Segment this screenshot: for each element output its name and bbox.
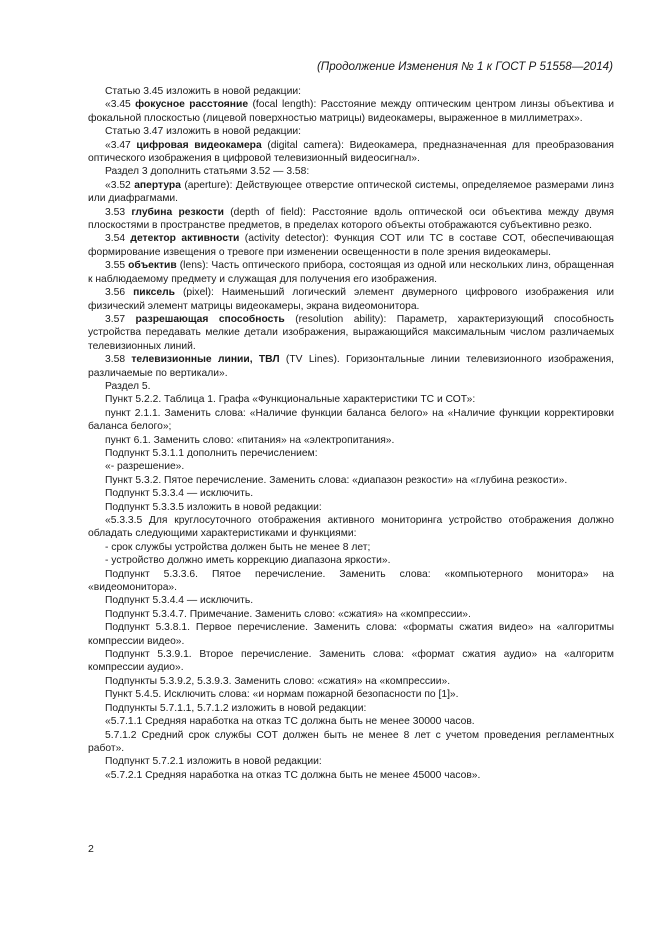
definition-text: (aperture): Действующее отверстие оптической системы, определяемое размерами линз или диафрагмами. <box>88 179 614 205</box>
term: апертура <box>134 179 181 191</box>
paragraph: Подпункт 5.3.3.4 — исключить. <box>105 488 254 500</box>
clause-number: 3.55 <box>105 260 129 272</box>
term: объектив <box>128 260 177 272</box>
clause-number: 3.53 <box>105 206 132 218</box>
definition-text: (pixel): Наименьший логический элемент двумерного цифрового изображения или физический элемент матрицы видеокамеры, экрана видеомонитора. <box>88 287 615 312</box>
paragraph: Статью 3.47 изложить в новой редакции: <box>105 126 301 138</box>
definition-paragraph <box>88 286 614 313</box>
paragraph: «5.7.1.1 Средняя наработка на отказ ТС должна быть не менее 30000 часов. <box>105 716 475 728</box>
term: цифровая видеокамера <box>136 139 262 151</box>
paragraph: пункт 2.1.1. Заменить слова: «Наличие функции баланса белого» на «Наличие функции корректировки баланса белого»; <box>88 407 614 433</box>
definition-text: (activity detector): Функция СОТ или ТС в составе СОТ, обеспечивающая формирование извещения о тревоге при изменении освещенности в поле зрения видеокамеры. <box>88 233 615 258</box>
paragraph: Пункт 5.2.2. Таблица 1. Графа «Функциональные характеристики ТС и СОТ»: <box>105 394 476 406</box>
definition-paragraph <box>88 259 614 286</box>
clause-number: 3.54 <box>105 233 131 245</box>
definition-paragraph <box>88 313 614 353</box>
paragraph: «5.3.3.5 Для круглосуточного отображения активного мониторинга устройство отображения должно обладать следующими характеристиками и функциями: <box>88 515 614 540</box>
paragraph: Пункт 5.3.2. Пятое перечисление. Заменить слова: «диапазон резкости» на «глубина резкости». <box>105 474 568 486</box>
paragraph: Раздел 3 дополнить статьями 3.52 — 3.58: <box>105 166 310 178</box>
term: пиксель <box>133 287 175 299</box>
clause-number: «3.45 <box>105 99 136 111</box>
definition-text: (digital camera): Видеокамера, предназначенная для преобразования оптического изображения в цифровой телевизионный видеосигнал». <box>88 139 614 165</box>
clause-number: 3.56 <box>105 287 134 299</box>
definition-paragraph <box>88 179 614 206</box>
paragraph: «5.7.2.1 Средняя наработка на отказ ТС должна быть не менее 45000 часов». <box>105 769 481 781</box>
clause-number: 3.58 <box>105 354 132 366</box>
definition-paragraph <box>88 139 614 166</box>
term: детектор активности <box>130 233 240 245</box>
paragraph: Статью 3.45 изложить в новой редакции: <box>105 86 301 97</box>
definition-text: (lens): Часть оптического прибора, состоящая из одной или нескольких линз, обращенная к наблюдаемому предмету и служащая для получения его изображения. <box>88 260 614 285</box>
paragraph: Подпункт 5.3.4.7. Примечание. Заменить слово: «сжатия» на «компрессии». <box>105 608 471 620</box>
definition-paragraph <box>88 98 614 125</box>
document-body <box>88 85 614 782</box>
definition-text: (resolution ability): Параметр, характеризующий способность устройства передавать мелкие детали изображения, выражающийся максимальным числом различаемых телевизионных линий. <box>88 313 614 352</box>
paragraph: Подпункт 5.3.4.4 — исключить. <box>105 595 254 607</box>
list-item: - срок службы устройства должен быть не менее 8 лет; <box>105 541 371 553</box>
definition-paragraph <box>88 353 614 380</box>
paragraph: Подпункты 5.3.9.2, 5.3.9.3. Заменить слово: «сжатия» на «компрессии». <box>105 675 451 687</box>
term: телевизионные линии, ТВЛ <box>131 354 280 366</box>
paragraph: Пункт 5.4.5. Исключить слова: «и нормам пожарной безопасности по [1]». <box>105 689 459 701</box>
definition-paragraph <box>88 232 614 259</box>
page-header: (Продолжение Изменения № 1 к ГОСТ Р 51558—2014) <box>316 60 613 73</box>
paragraph: Раздел 5. <box>105 380 151 392</box>
term: фокусное расстояние <box>135 99 249 111</box>
definition-text: (TV Lines). Горизонтальные линии телевизионного изображения, различаемые по вертикали». <box>88 354 615 379</box>
term: разрешающая способность <box>135 313 285 325</box>
paragraph: «- разрешение». <box>105 461 185 473</box>
paragraph: 5.7.1.2 Средний срок службы СОТ должен быть не менее 8 лет с учетом проведения регламентных работ». <box>88 729 614 754</box>
clause-number: «3.52 <box>105 179 135 191</box>
paragraph: Подпункт 5.3.3.5 изложить в новой редакции: <box>105 501 322 513</box>
paragraph: Подпункт 5.3.8.1. Первое перечисление. Заменить слова: «форматы сжатия видео» на «алгоритмы компрессии видео». <box>88 622 614 647</box>
list-item: - устройство должно иметь коррекцию диапазона яркости». <box>105 555 391 567</box>
paragraph: Подпункт 5.3.3.6. Пятое перечисление. Заменить слова: «компьютерного монитора» на «видеомонитора». <box>88 568 614 594</box>
paragraph: Подпункт 5.7.2.1 изложить в новой редакции: <box>105 756 322 768</box>
paragraph: Подпункт 5.3.9.1. Второе перечисление. Заменить слова: «формат сжатия аудио» на «алгоритм компрессии аудио». <box>88 649 614 674</box>
definition-text: (depth of field): Расстояние вдоль оптической оси объектива между двумя плоскостями в пространстве предметов, в пределах которого объекты отображаются субъективно резко. <box>88 206 614 232</box>
clause-number: «3.47 <box>105 139 137 151</box>
definition-text: (focal length): Расстояние между оптическим центром линзы объектива и фокальной плоскостью (лицевой поверхностью матрицы) видеокамеры, выраженное в миллиметрах». <box>88 99 614 124</box>
definition-paragraph <box>88 206 614 233</box>
paragraph: пункт 6.1. Заменить слово: «питания» на «электропитания». <box>105 434 395 446</box>
page-number: 2 <box>88 843 94 855</box>
paragraph: Подпункты 5.7.1.1, 5.7.1.2 изложить в новой редакции: <box>105 702 367 714</box>
clause-number: 3.57 <box>105 313 136 325</box>
paragraph: Подпункт 5.3.1.1 дополнить перечислением: <box>105 447 318 459</box>
term: глубина резкости <box>131 206 224 218</box>
